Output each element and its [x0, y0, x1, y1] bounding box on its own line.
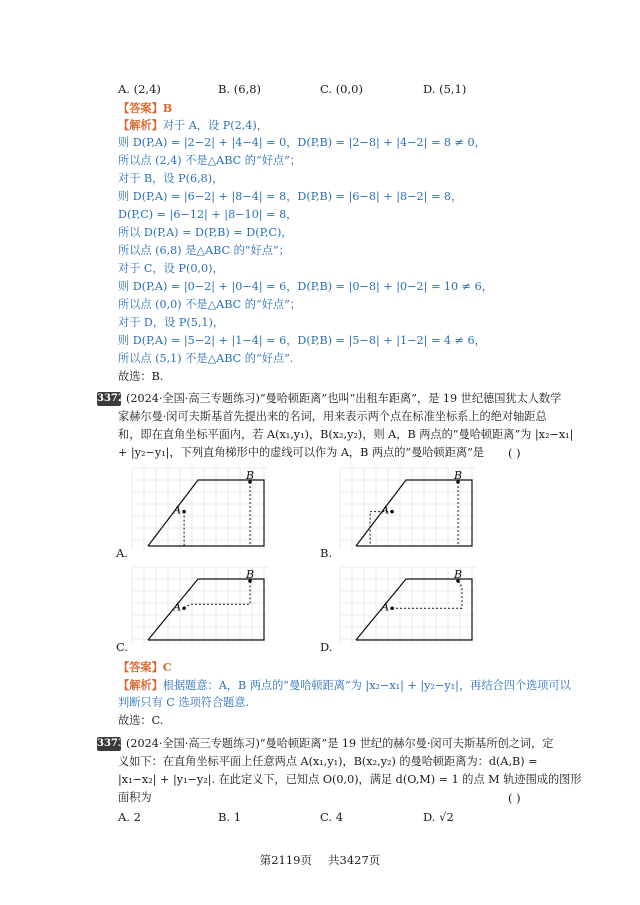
point-a-label: A [173, 503, 182, 517]
prev-analysis-line-3: 对于 B，设 P(6,8)， [118, 172, 224, 185]
prev-analysis-line-8: 对于 C，设 P(0,0)， [118, 262, 224, 275]
analysis-tag: 【解析】 [118, 118, 163, 132]
prev-analysis-line-11: 对于 D，设 P(5,1)， [118, 316, 225, 329]
point-a-label: A [381, 503, 390, 517]
point-b-label: B [246, 568, 255, 581]
page-number: 第2119页 [259, 853, 312, 867]
answer-tag: 【答案】 [118, 660, 163, 674]
q3373-option-a: A. 2 [118, 810, 141, 824]
dashed-path [392, 581, 462, 608]
point-b-label: B [454, 469, 463, 482]
trapezoid-outline [148, 480, 264, 546]
prev-analysis-line-6: 所以 D(P,A) = D(P,B) = D(P,C)， [118, 226, 293, 239]
prev-analysis-line-1: 则 D(P,A) = |2−2| + |4−4| = 0，D(P,B) = |2−8| + |4−2| = 8 ≠ 0， [118, 136, 486, 149]
answer-value: C [162, 660, 172, 674]
q3372-analysis-line-0 [118, 678, 571, 693]
question-number-3372: 3372 [97, 393, 125, 404]
q3372-line-0: (2024·全国·高三专题练习)“曼哈顿距离”也叫“出租车距离”，是 19 世纪德国犹太人数学 [126, 392, 562, 405]
page-footer [0, 852, 640, 868]
trapezoid-outline [148, 579, 264, 640]
question-number-3373: 3373 [97, 738, 125, 749]
q3373-option-d: D. √2 [423, 810, 454, 824]
q3373-answer-paren: ( ) [508, 791, 521, 805]
figure-label-d: D. [320, 640, 333, 654]
q3372-answer-paren: ( ) [508, 446, 521, 460]
prev-analysis-line-7: 所以点 (6,8) 是△ABC 的“好点”； [118, 244, 290, 257]
point-a-label: A [173, 600, 182, 614]
prev-answer [118, 101, 172, 116]
prev-analysis-line-10: 所以点 (0,0) 不是△ABC 的“好点”； [118, 298, 301, 311]
q3373-line-1: 义如下：在直角坐标平面上任意两点 A(x₁,y₁)，B(x₂,y₂) 的曼哈顿距离为：d(A,B) = [118, 755, 538, 768]
q3372-answer [118, 660, 172, 675]
page-total: 共3427页 [328, 853, 381, 867]
figure-label-a: A. [116, 546, 128, 560]
point-b-label: B [454, 568, 463, 581]
point-a-label: A [381, 600, 390, 614]
prev-analysis-line-13: 所以点 (5,1) 不是△ABC 的“好点”. [118, 352, 294, 365]
prev-option-c: C. (0,0) [320, 82, 363, 96]
answer-tag: 【答案】 [118, 101, 163, 115]
figure-option-d [336, 565, 486, 650]
point-b-label: B [246, 469, 255, 482]
prev-analysis-line-2: 所以点 (2,4) 不是△ABC 的“好点”； [118, 154, 301, 167]
q3373-line-0: (2024·全国·高三专题练习)“曼哈顿距离”是 19 世纪的赫尔曼·闵可夫斯基所创之词，定 [126, 737, 554, 750]
q3373-line-2: |x₁−x₂| + |y₁−y₂|. 在此定义下，已知点 O(0,0)，满足 d(O,M) = 1 的点 M 轨迹围成的图形 [118, 773, 582, 786]
trapezoid-outline [356, 579, 472, 640]
prev-analysis-line-0 [118, 118, 268, 133]
prev-conclusion: 故选：B. [118, 370, 164, 383]
figure-label-b: B. [320, 546, 333, 560]
prev-analysis-line-9: 则 D(P,A) = |0−2| + |0−4| = 6，D(P,B) = |0−8| + |0−2| = 10 ≠ 6， [118, 280, 493, 293]
q3373-option-c: C. 4 [320, 810, 344, 824]
trapezoid-outline [356, 480, 472, 546]
q3372-line-2: 和，即在直角坐标平面内，若 A(x₁,y₁)，B(x₂,y₂)，则 A，B 两点的“曼哈顿距离”为 |x₂−x₁| [118, 428, 574, 441]
q3372-line-1: 家赫尔曼·闵可夫斯基首先提出来的名词，用来表示两个点在标准坐标系上的绝对轴距总 [118, 410, 547, 423]
figure-option-b [336, 466, 486, 556]
answer-value: B [162, 101, 173, 115]
figure-option-c [128, 565, 278, 650]
figure-label-c: C. [116, 640, 129, 654]
q3373-option-b: B. 1 [218, 810, 242, 824]
q3373-line-3: 面积为 [118, 791, 152, 804]
prev-analysis-line-12: 则 D(P,A) = |5−2| + |1−4| = 6，D(P,B) = |5−8| + |1−2| = 4 ≠ 6， [118, 334, 486, 347]
analysis-tag: 【解析】 [118, 678, 163, 692]
analysis-text: 对于 A，设 P(2,4)， [162, 119, 268, 132]
figure-option-a [128, 466, 278, 556]
dashed-path [370, 512, 392, 546]
prev-option-b: B. (6,8) [218, 82, 262, 96]
prev-analysis-line-5: D(P,C) = |6−12| + |8−10| = 8， [118, 208, 298, 221]
q3372-line-3: + |y₂−y₁|，下列直角梯形中的虚线可以作为 A，B 两点的“曼哈顿距离”是 [118, 446, 484, 459]
prev-option-d: D. (5,1) [423, 82, 467, 96]
analysis-text: 根据题意：A，B 两点的“曼哈顿距离”为 |x₂−x₁| + |y₂−y₁|，再结合四个选项可以 [162, 679, 571, 692]
q3372-conclusion: 故选：C. [118, 714, 164, 727]
q3372-analysis-line-1: 判断只有 C 选项符合题意. [118, 696, 250, 709]
prev-option-a: A. (2,4) [118, 82, 161, 96]
prev-analysis-line-4: 则 D(P,A) = |6−2| + |8−4| = 8，D(P,B) = |6−8| + |8−2| = 8， [118, 190, 463, 203]
